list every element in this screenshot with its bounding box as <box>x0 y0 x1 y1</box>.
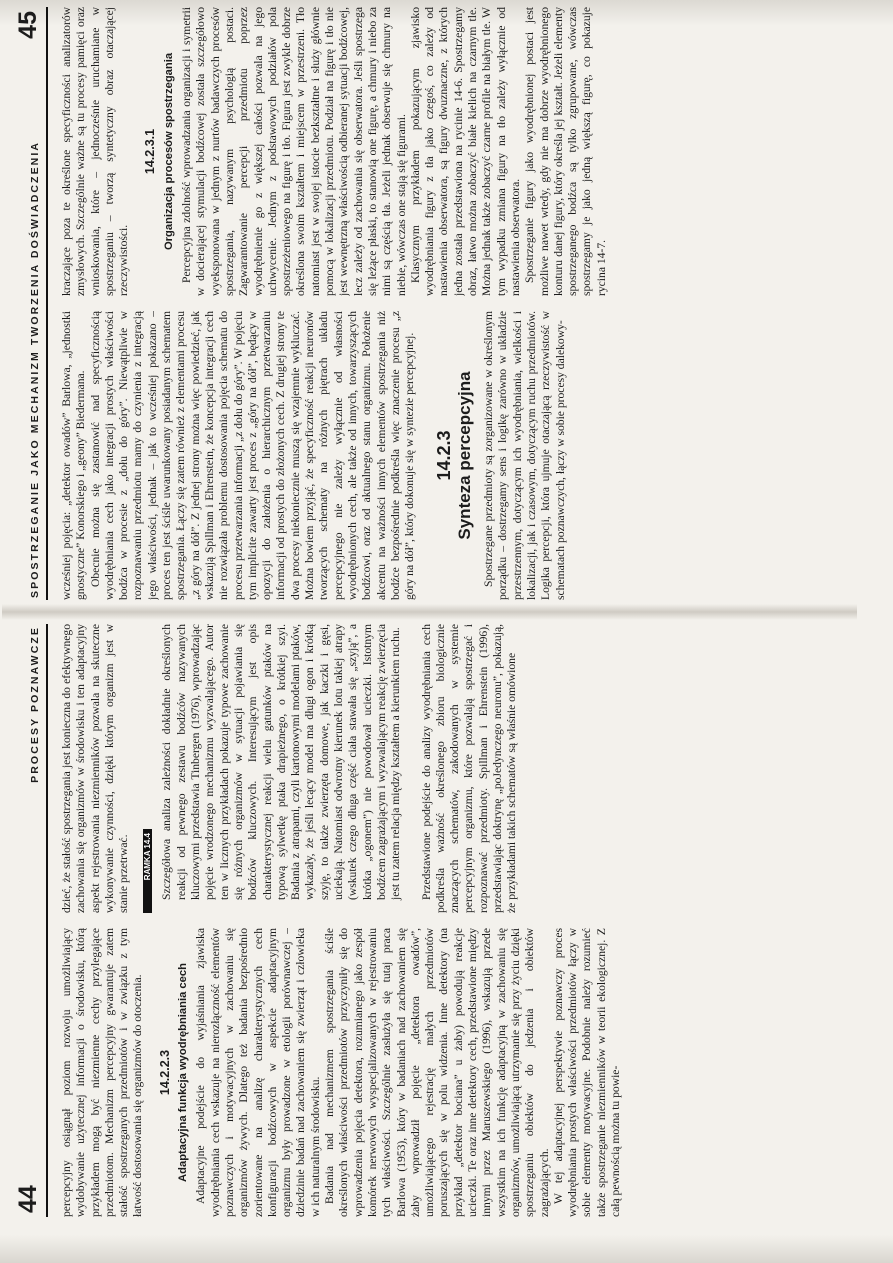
section-title: Adaptacyjna funkcja wyodrębniania cech <box>177 963 190 1182</box>
right-column-1 <box>60 311 850 600</box>
right-page <box>2 7 857 600</box>
left-page-header <box>16 624 48 1217</box>
box-label: RAMKA 14.4 <box>143 829 152 913</box>
paragraph: Spostrzegane przedmioty są zorganizowane w określonym porządku – dostrzegamy sens i logikę zarówno w układzie przestrzennym, dotyczącym ich wyodrębniania, wielkości i lokalizacji, jak i czasowym, dotyczącym ruchu przedmiotów. Logika percepcji, która ujmuje otaczającą rzeczywistość w schematach poznawczych, łączy w sobie procesy dalekowy- <box>482 311 567 600</box>
paragraph: Przedstawione podejście do analizy wyodrębniania cech podkreśla ważność określonego zbioru biologicznie znaczących schematów, zakodowanych w systemie percepcyjnym organizmu, które pozwalają spostrzegać i rozpoznawać przedmioty. Spillman i Ehrenstein (1996), przedstawiając doktrynę „poJedynczego neuronu”, pokazują, że przykładami takich schematów są właśnie omówione <box>419 624 519 913</box>
section-number: 14.2.2.3 <box>157 1049 172 1096</box>
paragraph: percepcyjny osiągnął poziom rozwoju umożliwiający wydobywanie użytecznej informacji o środowisku, którą przykładem mogą być niezmienne cechy przylegające przedmiotom. Mechanizm percepcyjny gwarantuje zatem stałość spostrzeganych przedmiotów i w związku z tym łatwość dostosowania się organizmów do otoczenia. <box>60 928 145 1217</box>
right-page-header <box>16 7 48 600</box>
paragraph: Obecnie można się zastanowić nad specyficznością wyodrębniania cech jako integracji prostych właściwości bodźca w procesie z „dołu do góry”. Niewątpliwie w rozpoznawaniu przedmiotu mamy do czynienia z integracją jego właściwości, jednak – jak to wcześniej pokazano – proces ten jest ściśle uwarunkowany posiadanym schematem spostrzegania. Łączy się zatem również z elementami procesu „z góry na dół”. Z jednej strony można więc powiedzieć, jak wskazują Spillman i Ehrenstein, że koncepcja integracji cech nie rozwiązała problemu dostosowania pojęcia schematu do procesu przetwarzania informacji „z dołu do góry”. W pojęciu tym implicite zawarty jest proces z „góry na dół”, będący w opozycji do założenia o hierarchicznym przetwarzaniu informacji od prostych do złożonych cech. Z drugiej strony te dwa procesy niekoniecznie muszą się wzajemnie wykluczać. Można bowiem przyjąć, że specyficzność reakcji neuronów tworzących schematy na różnych piętrach układu percepcyjnego nie zależy wyłącznie od własności wyodrębnionych cech, ale także od innych, towarzyszących bodźcowi, oraz od aktualnego stanu organizmu. Położenie akcentu na ważności innych elementów spostrzegania niż bodźce bezpośrednie podkreśla więc znaczenie procesu „z góry na dół”, który dokonuje się w syntezie percepcyjnej. <box>88 311 417 600</box>
left-page-body <box>60 624 850 1217</box>
paragraph: kraczające poza te określone specyficzności analizatorów zmysłowych. Szczególnie ważne są tu procesy pamięci oraz wnioskowania, które – jednocześnie uruchamiane w spostrzeganiu – tworzą syntetyczny obraz otaczającej rzeczywistości. <box>60 7 131 296</box>
paragraph: W tej adaptacyjnej perspektywie poznawczy proces wyodrębniania prostych właściwości przedmiotów łączy w sobie elementy motywacyjne. Podobnie należy rozumieć także spostrzeganie niezmienników w teorii ekologicznej. Z całą pewnością można tu powie- <box>551 928 622 1217</box>
left-column-1 <box>60 928 850 1217</box>
left-column-2 <box>60 624 850 913</box>
section-title: Organizacja procesów spostrzegania <box>162 52 175 251</box>
paragraph: wcześniej pojęcia: „detektor owadów” Barlowa, „jednostki gnostyczne” Konorskiego i „geony” Biedermana. <box>60 311 88 600</box>
right-column-2 <box>60 7 850 296</box>
section-title: Synteza percepcyjna <box>454 371 474 540</box>
paragraph: Badania nad mechanizmem spostrzegania ściśle określonych właściwości przedmiotów przyczyniły się do wprowadzenia pojęcia detektora, rozumianego jako zespół komórek nerwowych wyspecjalizowanych w rejestrowaniu tych właściwości. Szczególnie zasłużyła się tutaj praca Barlowa (1953), który w badaniach nad zachowaniem się żaby wprowadził pojęcie „detektora owadów”, umożliwiającego rejestrację małych przedmiotów poruszających się w polu widzenia. Inne detektory (na przykład „detektor bociana” u żaby) powodują reakcje ucieczki. Te oraz inne detektory cech, przedstawione między innymi przez Maruszewskiego (1996), wskazują przede wszystkim na ich funkcję adaptacyjną w zachowaniu się organizmów, umożliwiającą utrzymanie się przy życiu dzięki spostrzeganiu obiektów do jedzenia i obiektów zagrażających. <box>323 928 551 1217</box>
scan-edge-bottom <box>0 1235 893 1263</box>
paragraph: dzieć, że stałość spostrzegania jest konieczna do efektywnego zachowania się organizmów w środowisku i ten adaptacyjny aspekt rejestrowania niezmienników pozwala na skuteczne wykonywanie czynności, dzięki którym organizm jest w stanie przetrwać. <box>60 624 131 913</box>
paragraph: Spostrzeganie figury jako wyodrębnionej postaci jest możliwe nawet wtedy, gdy nie ma dobrze wyodrębnionego konturu danej figury, który określa jej kształt. Jeżeli elementy spostrzeganego bodźca są tylko zgrupowane, wówczas spostrzegamy je jako jedną większą figurę, co pokazuje rycina 14-7. <box>523 7 608 296</box>
book-spread <box>2 7 857 1217</box>
spacer <box>404 624 420 913</box>
left-page <box>2 624 857 1217</box>
paragraph: Adaptacyjne podejście do wyjaśniania zjawiska wyodrębniania cech wskazuje na nierozłączność elementów poznawczych i motywacyjnych w zachowaniu się organizmów żywych. Dlatego też badania bezpośrednio zorientowane na analizę charakterystycznych cech konfiguracji bodźcowych w aspekcie adaptacyjnym organizmu były prowadzone w etologii porównawczej – dziedzinie badań nad zachowaniem się zwierząt i człowieka w ich naturalnym środowisku. <box>194 928 322 1217</box>
book-gutter <box>2 604 857 620</box>
right-page-number: 45 <box>14 11 42 39</box>
box-paragraph: Szczegółowa analiza zależności dokładnie określonych reakcji od pewnego zestawu bodźców nazywanych kluczowymi przedstawia Tinbergen (1976), wprowadzając pojęcie wrodzonego mechanizmu wyzwalającego. Autor ten w licznych przykładach pokazuje typowe zachowanie się różnych organizmów w sytuacji pojawiania się bodźców kluczowych. Interesującym jest opis charakterystycznej reakcji wielu gatunków ptaków na typową sylwetkę ptaka drapieżnego, o krótkiej szyi. Badania z atrapami, czyli kartonowymi modelami ptaków, wykazały, że jeśli lecący model ma długi ogon i krótką szyję, to także zwierzęta domowe, jak kaczki i gęsi, uciekają. Natomiast odwrotny kierunek lotu takiej atrapy (wskutek czego długa część ciała stawała się „szyją”, a krótka „ogonem”) nie powodował ucieczki. Istotnym bodźcem zagrażającym i wyzwalającym reakcję zwierzęcia jest tu zatem relacja między kształtem a kierunkiem ruchu. <box>160 624 403 900</box>
right-running-title: SPOSTRZEGANIE JAKO MECHANIZM TWORZENIA DOŚWIADCZENIA <box>29 140 41 598</box>
section-number: 14.2.3 <box>434 430 455 481</box>
left-running-title: PROCESY POZNAWCZE <box>29 626 41 783</box>
paragraph: Percepcyjna zdolność wprowadzania organizacji i symetrii w docierającej stymulacji bodźcowej została szczegółowo wyeksponowana w jednym z nurtów badawczych procesów spostrzegania, nazywanym psychologią postaci. Zagwarantowanie percepcji przedmiotu poprzez wyodrębnienie go z większej całości pozwala na jego uchwycenie. Jednym z podstawowych podziałów pola spostrzeżeniowego na figurę i tło. Figura jest zwykle dobrze określona swoim kształtem i miejscem w przestrzeni. Tło natomiast jest w swojej istocie bezkształtne i służy głównie pomocą w lokalizacji przedmiotu. Podział na figurę i tło nie jest wewnętrzną właściwością odbieranej sytuacji bodźcowej, lecz zależy od zachowania się obserwatora. Jeśli spostrzega się leżące płaski, to stanowią one figurę, a chmury i niebo za nimi są częścią tła. Jeżeli jednak obserwuje się chmury na niebie, wówczas one stają się figurami. <box>180 7 408 296</box>
paragraph: Klasycznym przykładem pokazującym zjawisko wyodrębniania figury z tła jako czegoś, co zależy od nastawienia obserwatora, są figury dwuznaczne, z których jedna została przedstawiona na rycinie 14-6. Spostrzegamy obraz, łatwo można zobaczyć białe kielich na czarnym tle. Można jednak także zobaczyć czarne profile na białym tle. W tym wypadku zmiana figury na tło zależy wyłącznie od nastawienia obserwatora. <box>408 7 522 296</box>
right-page-body <box>60 7 850 600</box>
left-page-number: 44 <box>14 1185 42 1213</box>
section-number: 14.2.3.1 <box>143 128 158 175</box>
box-14-4 <box>135 624 403 913</box>
